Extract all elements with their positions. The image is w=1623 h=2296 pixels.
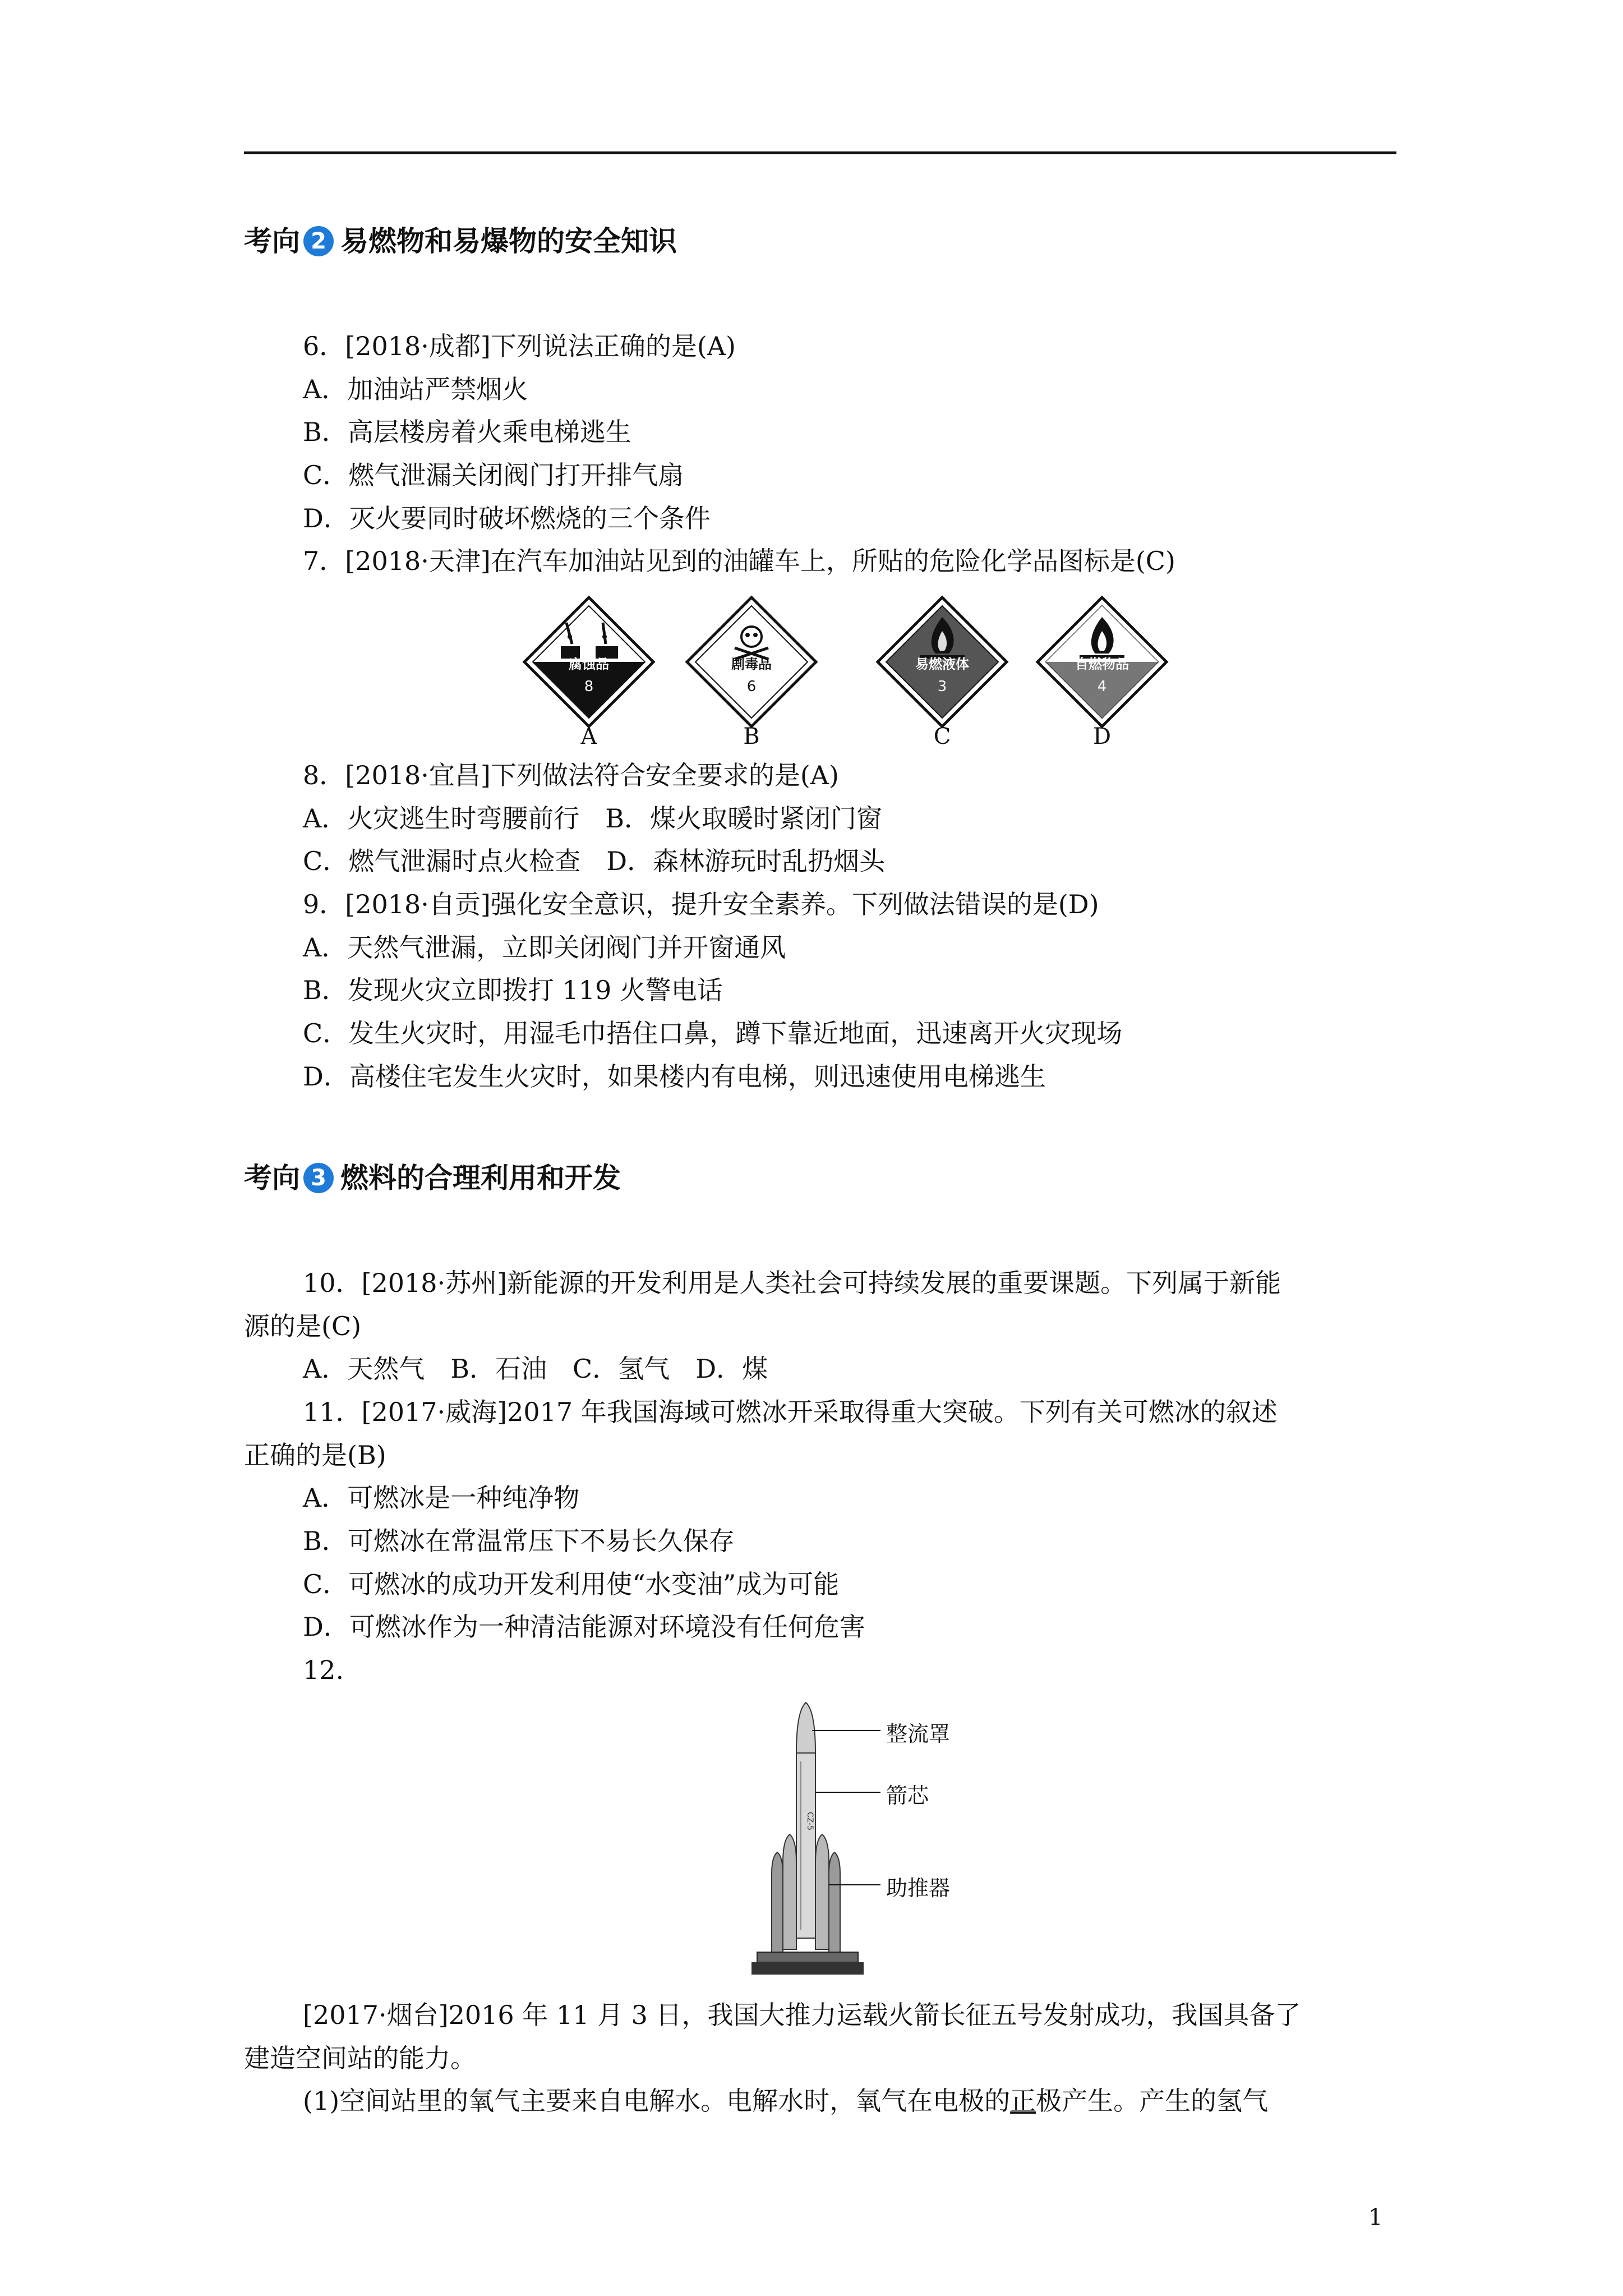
rocket-icon [751, 1703, 880, 1975]
question-12-para-2: 建造空间站的能力。 [244, 2043, 476, 2073]
question-9-option-a: A．天然气泄漏，立即关闭阀门并开窗通风 [303, 932, 786, 963]
section-number-badge: 3 [303, 1163, 334, 1193]
sign-c-letter: C [933, 724, 951, 749]
section-heading-3 [244, 1158, 621, 1198]
question-7-stem: 7．[2018·天津]在汽车加油站见到的油罐车上，所贴的危险化学品图标是(C) [303, 546, 1175, 576]
question-10-options: A．天然气 B．石油 C．氢气 D．煤 [303, 1354, 768, 1384]
sign-d-number: 4 [1097, 678, 1107, 695]
question-12-para-1: [2017·烟台]2016 年 11 月 3 日，我国大推力运载火箭长征五号发射成功，我国具备了 [303, 2000, 1301, 2030]
question-11-option-d: D．可燃冰作为一种清洁能源对环境没有任何危害 [303, 1612, 865, 1642]
question-9-option-b: B．发现火灾立即拨打 119 火警电话 [303, 975, 723, 1005]
page-number: 1 [1368, 2205, 1383, 2230]
question-9-option-d: D．高楼住宅发生火灾时，如果楼内有电梯，则迅速使用电梯逃生 [303, 1061, 1046, 1092]
question-11-option-b: B．可燃冰在常温常压下不易长久保存 [303, 1526, 735, 1556]
question-6-option-c: C．燃气泄漏关闭阀门打开排气扇 [303, 460, 684, 490]
section-title: 易燃物和易爆物的安全知识 [340, 225, 677, 257]
section-number-badge: 2 [303, 226, 334, 256]
question-11-option-a: A．可燃冰是一种纯净物 [303, 1483, 580, 1513]
question-8-options-cd: C．燃气泄漏时点火检查 D．森林游玩时乱扔烟头 [303, 846, 886, 876]
question-10-stem-cont: 源的是(C) [244, 1311, 362, 1341]
sign-d-name: 自燃物品 [1075, 656, 1129, 672]
question-9-stem: 9．[2018·自贡]强化安全意识，提升安全素养。下列做法错误的是(D) [303, 889, 1099, 919]
rocket-label-booster: 助推器 [886, 1876, 951, 1901]
sub-1-answer: 正 [1010, 2086, 1036, 2116]
question-12-sub-1 [303, 2083, 1268, 2119]
sign-a-letter: A [580, 724, 597, 749]
question-6-option-d: D．灭火要同时破坏燃烧的三个条件 [303, 503, 711, 533]
sign-b-number: 6 [746, 678, 757, 695]
sign-b-name: 剧毒品 [731, 656, 772, 672]
sign-a-name: 腐蚀品 [569, 656, 609, 672]
question-6-option-b: B．高层楼房着火乘电梯逃生 [303, 417, 631, 447]
question-11-option-c: C．可燃冰的成功开发利用使“水变油”成为可能 [303, 1569, 840, 1599]
sign-b-letter: B [743, 724, 760, 749]
question-10-stem: 10．[2018·苏州]新能源的开发利用是人类社会可持续发展的重要课题。下列属于新能 [303, 1268, 1281, 1298]
question-9-option-c: C．发生火灾时，用湿毛巾捂住口鼻，蹲下靠近地面，迅速离开火灾现场 [303, 1018, 1123, 1048]
section-prefix: 考向 [244, 1162, 300, 1194]
question-11-stem: 11．[2017·威海]2017 年我国海域可燃冰开采取得重大突破。下列有关可燃冰的叙述 [303, 1397, 1278, 1427]
section-prefix: 考向 [244, 225, 300, 257]
header-rule [244, 151, 1396, 154]
question-12-number: 12. [303, 1655, 344, 1685]
hazard-signs-figure [516, 589, 1178, 752]
sub-1-text-before: (1)空间站里的氧气主要来自电解水。电解水时，氧气在电极的 [303, 2086, 1011, 2116]
question-11-stem-cont: 正确的是(B) [244, 1440, 386, 1470]
sign-c-number: 3 [937, 678, 947, 695]
section-heading-2 [244, 222, 677, 261]
sign-a-number: 8 [584, 678, 594, 695]
sign-d-letter: D [1092, 724, 1112, 749]
rocket-label-fairing: 整流罩 [886, 1722, 951, 1746]
sub-1-text-after: 极产生。产生的氢气 [1036, 2086, 1269, 2116]
sign-c-name: 易燃液体 [915, 656, 969, 672]
question-8-stem: 8．[2018·宜昌]下列做法符合安全要求的是(A) [303, 760, 839, 790]
question-6-option-a: A．加油站严禁烟火 [303, 374, 528, 404]
rocket-figure [746, 1700, 880, 1980]
rocket-label-core: 箭芯 [886, 1783, 929, 1808]
section-title: 燃料的合理利用和开发 [340, 1162, 621, 1194]
question-8-options-ab: A．火灾逃生时弯腰前行 B．煤火取暖时紧闭门窗 [303, 803, 883, 834]
svg-text:CZ-5: CZ-5 [805, 1812, 814, 1831]
question-6-stem: 6．[2018·成都]下列说法正确的是(A) [303, 331, 736, 361]
